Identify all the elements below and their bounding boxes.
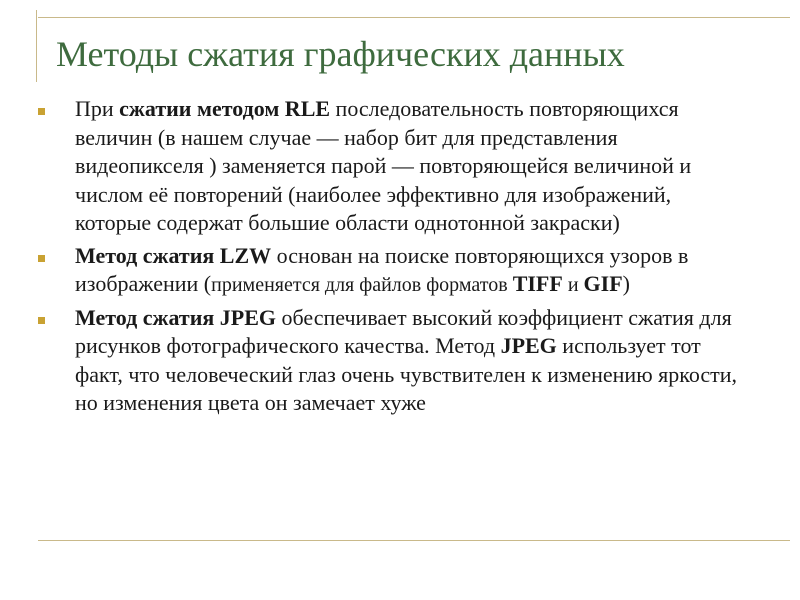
bold-term: сжатии методом RLE bbox=[119, 96, 331, 121]
bold-term: TIFF bbox=[512, 271, 563, 296]
text-segment: обеспечивает высокий коэффициент сжатия для рисунков фотографического качества. Метод bbox=[75, 304, 732, 358]
bold-term: JPEG bbox=[500, 333, 557, 358]
left-rule bbox=[36, 10, 37, 82]
text-segment-small: применяется для файлов форматов bbox=[211, 274, 513, 296]
bullet-item-rle bbox=[38, 95, 748, 238]
bullet-text-lzw bbox=[75, 242, 748, 300]
text-segment: основан на поиске повторяющихся узоров в изображении ( bbox=[75, 242, 689, 296]
bullet-list bbox=[38, 95, 748, 422]
square-bullet-icon bbox=[38, 255, 45, 262]
bold-term: GIF bbox=[583, 271, 623, 296]
text-segment: последовательность повторяющихся величин (в нашем случае — набор бит для представления видеопикселя ) заменяется парой — повторяющейся величиной и числом её повторений (наиболее эффективно для изображений, которые содержат большие области однотонной закраски) bbox=[75, 96, 692, 235]
top-rule bbox=[38, 17, 790, 18]
bullet-item-jpeg bbox=[38, 304, 748, 418]
text-segment: При bbox=[75, 96, 120, 121]
bottom-rule bbox=[38, 540, 790, 541]
square-bullet-icon bbox=[38, 108, 45, 115]
slide-title: Методы сжатия графических данных bbox=[56, 34, 625, 74]
bold-term: Метод сжатия JPEG bbox=[75, 304, 277, 330]
bold-term: Метод сжатия LZW bbox=[75, 242, 272, 268]
bullet-item-lzw bbox=[38, 242, 748, 300]
text-segment-small: и bbox=[562, 274, 584, 296]
bullet-text-rle bbox=[75, 95, 748, 238]
text-segment: использует тот факт, что человеческий глаз очень чувствителен к изменению яркости, но изменения цвета он замечает хуже bbox=[75, 333, 738, 415]
square-bullet-icon bbox=[38, 317, 45, 324]
bullet-text-jpeg bbox=[75, 304, 748, 418]
text-segment: ) bbox=[622, 271, 630, 296]
